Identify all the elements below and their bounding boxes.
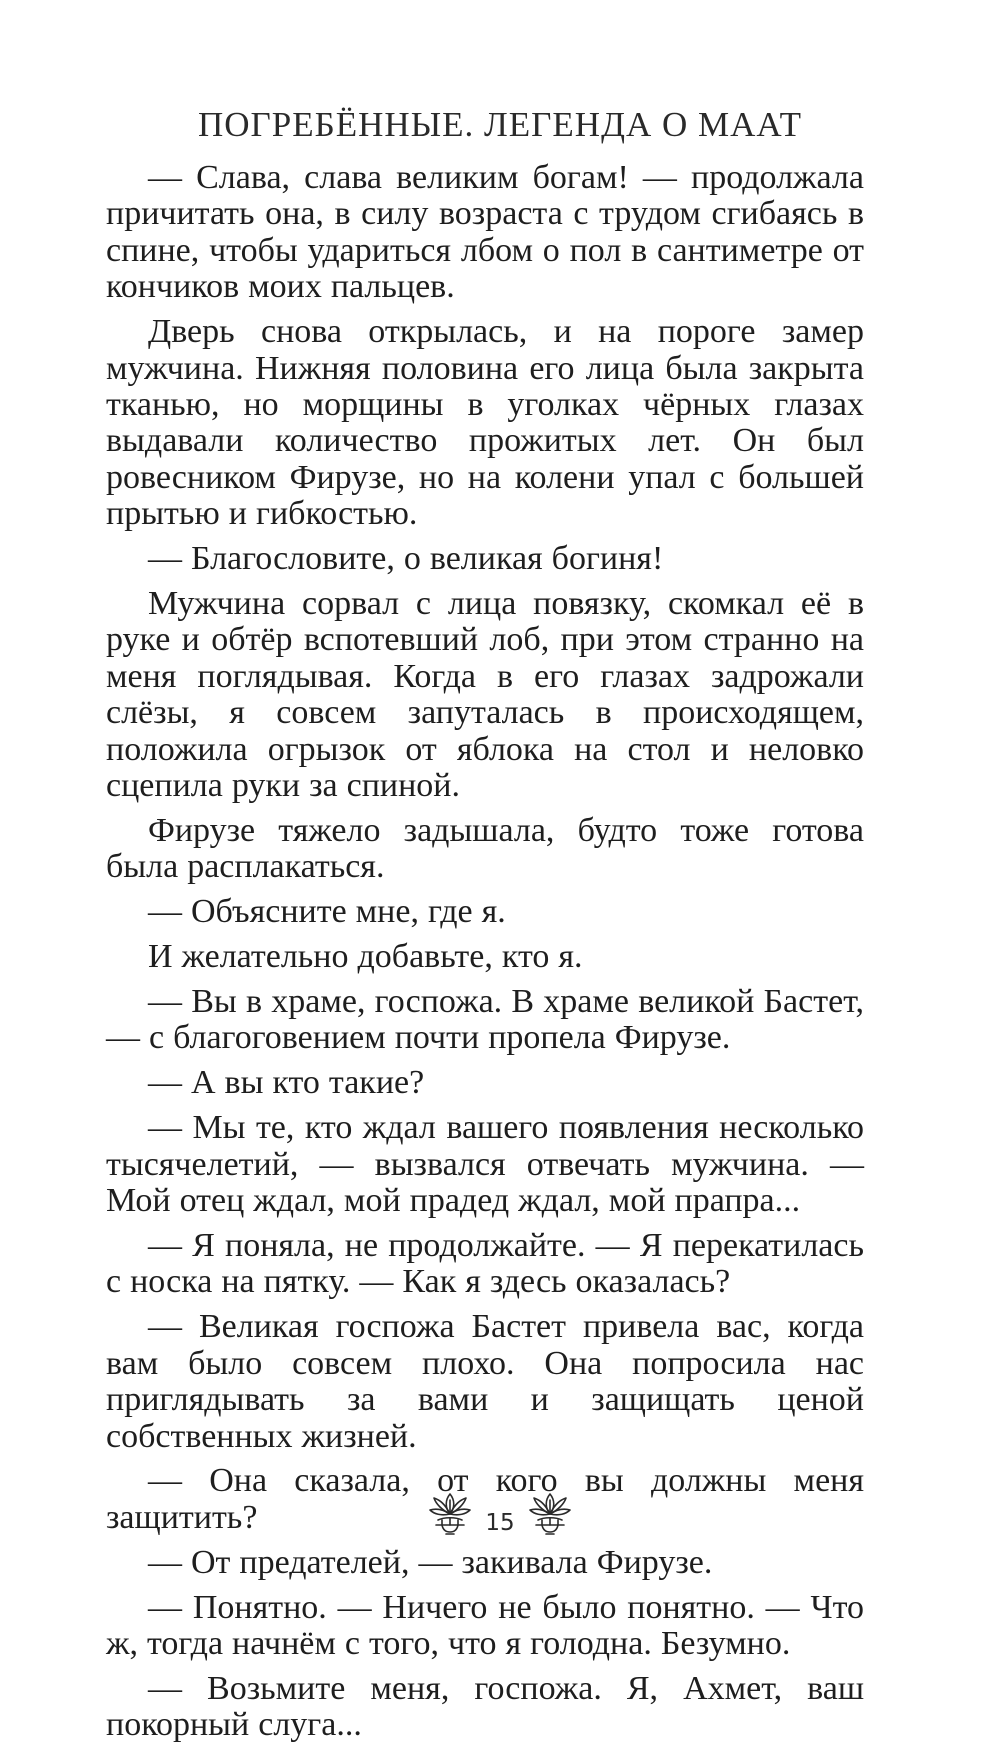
paragraph: — Вы в храме, госпожа. В храме великой Бастет, — с благоговением почти пропела Фирузе. (106, 983, 864, 1057)
paragraph: И желательно добавьте, кто я. (148, 938, 583, 976)
paragraph: — Понятно. — Ничего не было понятно. — Что ж, тогда начнём с того, что я голодна. Безумно. (106, 1588, 864, 1663)
paragraph: Дверь снова открылась, и на пороге замер мужчина. Нижняя половина его лица была закрыта тканью, но морщины в уголках чёрных глазах выдавали количество прожитых лет. Он был ровесником Фирузе, но на колени упал с большей прытью и гибкостью. (106, 313, 864, 533)
paragraph: — Слава, слава великим богам! — продолжала причитать она, в силу возраста с трудом сгибаясь в спине, чтобы удариться лбом о пол в сантиметре от кончиков моих пальцев. (106, 159, 864, 306)
paragraph: — Возьмите меня, госпожа. Я, Ахмет, ваш покорный слуга... (106, 1669, 864, 1744)
lotus-ornament-icon (528, 1490, 572, 1538)
paragraph: Мужчина сорвал с лица повязку, скомкал её в руке и обтёр вспотевший лоб, при этом странно на меня поглядывая. Когда в его глазах задрожали слёзы, я совсем запуталась в происходящем, положила огрызок от яблока на стол и неловко сцепила руки за спиной. (106, 584, 864, 804)
page-number: 15 (485, 1510, 515, 1536)
paragraph: — От предателей, — закивала Фирузе. (148, 1543, 713, 1581)
paragraph: Фирузе тяжело задышала, будто тоже готова была расплакаться. (106, 811, 864, 886)
paragraph: — Объясните мне, где я. (148, 893, 506, 931)
folio (0, 1484, 1000, 1544)
paragraph: — Мы те, кто ждал вашего появления несколько тысячелетий, — вызвался отвечать мужчина. — Мой отец ждал, мой прадед ждал, мой прапра... (106, 1109, 864, 1220)
lotus-ornament-icon (428, 1490, 472, 1538)
paragraph: — Она сказала, от кого вы должны меня защитить? (106, 1462, 864, 1536)
paragraph: — Я поняла, не продолжайте. — Я перекатилась с носка на пятку. — Как я здесь оказалась? (106, 1226, 864, 1301)
paragraph: — А вы кто такие? (148, 1064, 425, 1102)
running-head: ПОГРЕБЁННЫЕ. ЛЕГЕНДА О МААТ (198, 105, 802, 144)
paragraph: — Великая госпожа Бастет привела вас, когда вам было совсем плохо. Она попросила нас приглядывать за вами и защищать ценой собственных жизней. (106, 1308, 864, 1455)
paragraph: — Благословите, о великая богиня! (148, 540, 664, 578)
